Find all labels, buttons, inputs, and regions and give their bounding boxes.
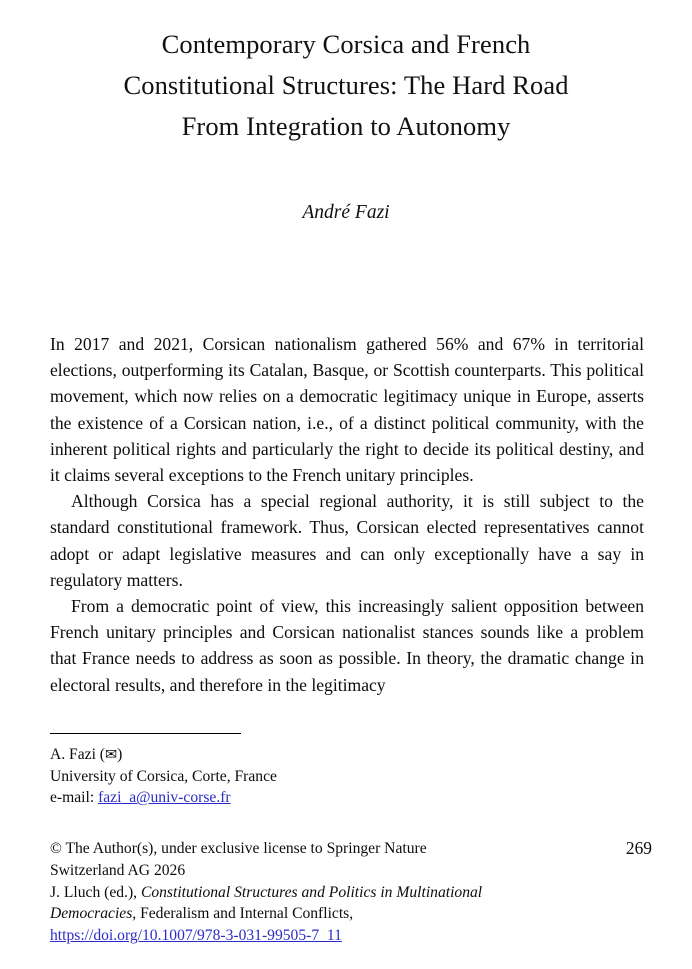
title-line-2: Constitutional Structures: The Hard Road: [123, 70, 569, 100]
email-label: e-mail:: [50, 789, 99, 807]
footnote-email-line: [50, 787, 480, 809]
footnote-block: [50, 744, 480, 809]
title-line-1: Contemporary Corsica and French: [161, 29, 531, 59]
series-citation-line-2: [50, 903, 580, 925]
book-title-part-2: Democracies: [50, 905, 133, 923]
copyright-line-2: Switzerland AG 2026: [50, 861, 186, 879]
page-number: 269: [625, 838, 652, 858]
body-paragraph: Although Corsica has a special regional authority, it is still subject to the standard constitutional framework. Thus, Corsican elected representatives cannot adopt or adapt legislative measures and can only exceptionally have a say in regulatory matters.: [50, 491, 644, 590]
book-title-part-1: Constitutional Structures and Politics in Multinational: [140, 883, 483, 901]
footnote-author-suffix: ): [117, 746, 123, 763]
footnote-author-line: [50, 744, 480, 766]
author-name: André Fazi: [302, 202, 390, 223]
copyright-line-1: © The Author(s), under exclusive license to Springer Nature: [50, 840, 427, 857]
copyright-block: [50, 838, 580, 947]
footnote-separator-rule: [50, 733, 241, 734]
series-name: , Federalism and Internal Conflicts,: [132, 905, 354, 923]
editor-prefix: J. Lluch (ed.),: [50, 883, 141, 901]
body-paragraph: In 2017 and 2021, Corsican nationalism gathered 56% and 67% in territorial elections, outperforming its Catalan, Basque, or Scottish counterparts. This political movement, which now relies on a democratic legitimacy unique in Europe, asserts the existence of a Corsican nation, i.e., of a distinct political community, with the inherent political rights and particularly the right to decide its political destiny, and it claims several exceptions to the French unitary principles.: [50, 334, 644, 486]
page-title: [50, 24, 642, 147]
doi-link[interactable]: https://doi.org/10.1007/978-3-031-99505-7_11: [50, 927, 342, 945]
email-link[interactable]: fazi_a@univ-corse.fr: [98, 789, 231, 807]
series-citation-line-1: [50, 882, 580, 904]
title-line-3: From Integration to Autonomy: [181, 111, 511, 141]
doi-line: [50, 925, 580, 947]
body-text: [50, 331, 644, 698]
envelope-icon: ✉: [105, 747, 118, 763]
footnote-author-prefix: A. Fazi (: [50, 746, 105, 763]
footnote-affiliation: University of Corsica, Corte, France: [50, 767, 277, 785]
author-block: [50, 200, 642, 226]
body-paragraph: From a democratic point of view, this increasingly salient opposition between French unitary principles and Corsican nationalist stances sounds like a problem that France needs to address as soon as possible. In theory, the dramatic change in electoral results, and therefore in the legitimacy: [50, 596, 644, 695]
